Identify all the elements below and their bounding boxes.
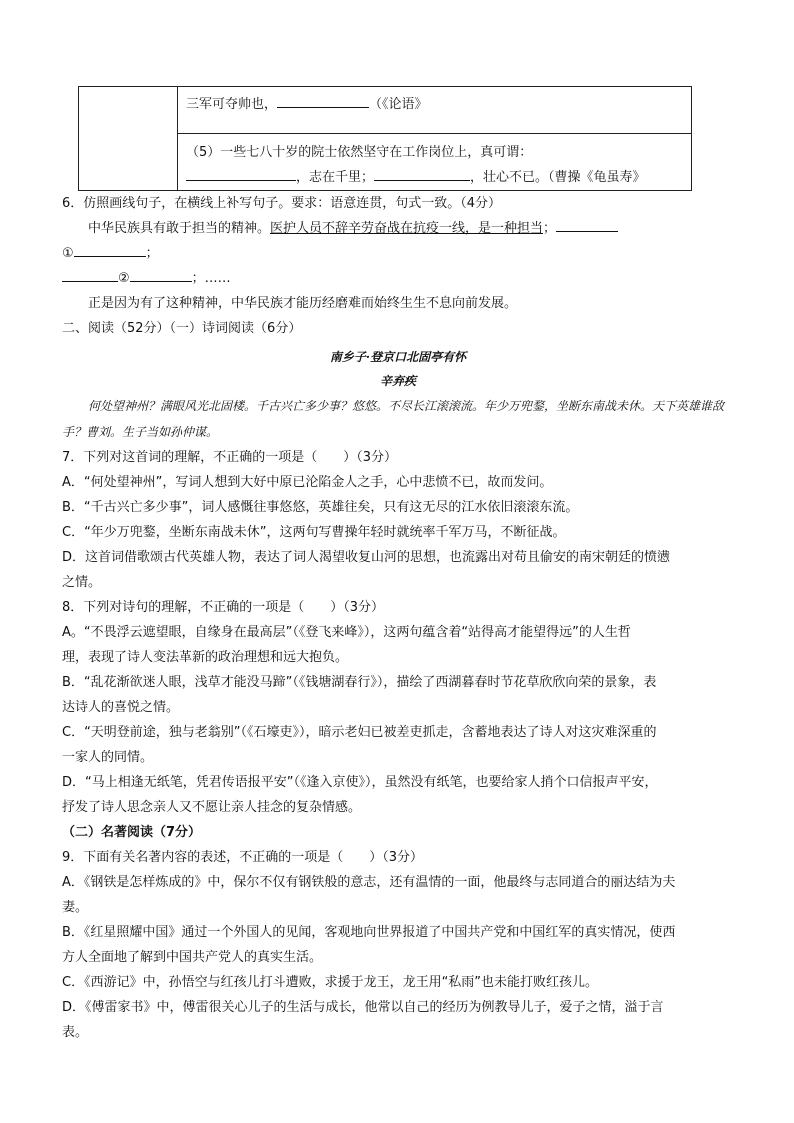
section-reading-heading: 二、阅读（52分）（一）诗词阅读（6分） xyxy=(62,321,302,336)
answer-blank[interactable] xyxy=(62,267,118,282)
answer-blank[interactable] xyxy=(556,217,618,232)
q6-title: 6．仿照画线句子，在横线上补写句子。要求：语意连贯，句式一致。（4分） xyxy=(62,196,502,211)
q9-option-a-cont: 妻。 xyxy=(62,900,89,915)
q8-option-d: D．“马上相逢无纸笔，凭君传语报平安”（《逢入京使》），虽然没有纸笔，也要给家人捎个口信报声平安， xyxy=(62,775,658,790)
q6-sentence xyxy=(62,216,734,241)
exam-page xyxy=(62,86,734,1045)
table-label-cell xyxy=(79,87,178,191)
q8-option-b: B．“乱花渐欲迷人眼，浅草才能没马蹄”（《钱塘湖春行》），描绘了西湖暮春时节花草欣欣向荣的景象，表 xyxy=(62,675,657,690)
row1-text: 三军可夺帅也， xyxy=(186,97,278,112)
answer-blank[interactable] xyxy=(74,242,146,257)
q7-option-a: A．“何处望神州”，写词人想到大好中原已沦陷金人之手，心中悲愤不已，故而发问。 xyxy=(62,475,553,490)
q6-prefix: 中华民族具有敢于担当的精神。 xyxy=(88,221,271,236)
fill-in-table xyxy=(78,86,692,191)
q8-option-a: A。“不畏浮云遮望眼，自缘身在最高层”（《登飞来峰》），这两句蕴含着“站得高才能望得远”的人生哲 xyxy=(62,625,631,640)
q6-marker-1: ① xyxy=(62,246,74,261)
q6-blank-line-2 xyxy=(62,266,734,291)
q9-stem: 9．下面有关名著内容的表述，不正确的一项是（ ）（3分） xyxy=(62,850,424,865)
q9-option-b-cont: 方人全面地了解到中国共产党人的真实生活。 xyxy=(62,950,323,965)
row2-line1: （5）一些七八十岁的院士依然坚守在工作岗位上，真可谓： xyxy=(186,145,533,160)
q6-blank-line-1 xyxy=(62,241,734,266)
row2-tail: ，壮心不已。（曹操《龟虽寿》 xyxy=(470,170,646,185)
table-cell-row2 xyxy=(178,134,692,191)
q6-closing: 正是因为有了这种精神，中华民族才能历经磨难而始终生生不息向前发展。 xyxy=(88,296,518,311)
q7-option-c: C．“年少万兜鍪，坐断东南战未休”，这两句写曹操年轻时就统率千军万马，不断征战。 xyxy=(62,525,566,540)
answer-blank[interactable] xyxy=(374,166,470,181)
q8-stem: 8．下列对诗句的理解，不正确的一项是（ ）（3分） xyxy=(62,600,385,615)
q8-option-c: C．“天明登前途，独与老翁别”（《石壕吏》），暗示老妇已被差吏抓走，含蓄地表达了诗人对这灾难深重的 xyxy=(62,725,657,740)
table-cell-row1 xyxy=(178,87,692,134)
poem-author: 辛弃疾 xyxy=(379,374,416,388)
answer-blank[interactable] xyxy=(186,166,296,181)
q6-sep-1: ； xyxy=(145,246,159,261)
q9-option-c: C．《西游记》中，孙悟空与红孩儿打斗遭败，求援于龙王，龙王用“私雨”也未能打败红孩儿。 xyxy=(62,975,599,990)
row2-mid: ，志在千里； xyxy=(296,170,375,185)
q9-option-d-cont: 表。 xyxy=(62,1025,89,1040)
q9-option-a: A．《钢铁是怎样炼成的》中，保尔不仅有钢铁般的意志，还有温情的一面，他最终与志同道合的丽达结为夫 xyxy=(62,875,676,890)
q8-option-b-cont: 达诗人的喜悦之情。 xyxy=(62,700,180,715)
q8-option-d-cont: 抒发了诗人思念亲人又不愿让亲人挂念的复杂情感。 xyxy=(62,800,362,815)
poem-title: 南乡子·登京口北固亭有怀 xyxy=(329,350,467,364)
q9-option-b: B．《红星照耀中国》通过一个外国人的见闻，客观地向世界报道了中国共产党和中国红军的真实情况，使西 xyxy=(62,925,676,940)
q7-option-b: B．“千古兴亡多少事”，词人感慨往事悠悠，英雄往矣，只有这无尽的江水依旧滚滚东流。 xyxy=(62,500,579,515)
q6-suffix: ； xyxy=(543,221,557,236)
answer-blank[interactable] xyxy=(130,267,192,282)
answer-blank[interactable] xyxy=(277,93,369,108)
table-row xyxy=(79,87,692,134)
q6-marker-2: ② xyxy=(118,271,130,286)
row1-source: （《论语》 xyxy=(369,97,428,112)
q8-option-c-cont: 一家人的同情。 xyxy=(62,750,154,765)
q7-option-d: D．这首词借歌颂古代英雄人物，表达了词人渴望收复山河的思想，也流露出对苟且偷安的南宋朝廷的愤懑 xyxy=(62,550,671,565)
q7-stem: 7．下列对这首词的理解，不正确的一项是（ ）（3分） xyxy=(62,450,398,465)
q6-underlined-sentence: 医护人员不辞辛劳奋战在抗疫一线，是一种担当 xyxy=(270,221,544,236)
q9-option-d: D．《傅雷家书》中，傅雷很关心儿子的生活与成长，他常以自己的经历为例教导儿子，爱子之情，溢于言 xyxy=(62,1000,664,1015)
q8-option-a-cont: 理，表现了诗人变法革新的政治理想和远大抱负。 xyxy=(62,650,349,665)
q6-sep-2: ；…… xyxy=(191,271,231,286)
poem-body: 何处望神州？满眼风光北固楼。千古兴亡多少事？悠悠。不尽长江滚滚流。年少万兜鍪，坐断东南战未休。天下英雄谁敌手？曹刘。生子当如孙仲谋。 xyxy=(62,399,725,439)
section-classics-heading: （二）名著阅读（7分） xyxy=(62,825,202,840)
q7-option-d-cont: 之情。 xyxy=(62,575,102,590)
